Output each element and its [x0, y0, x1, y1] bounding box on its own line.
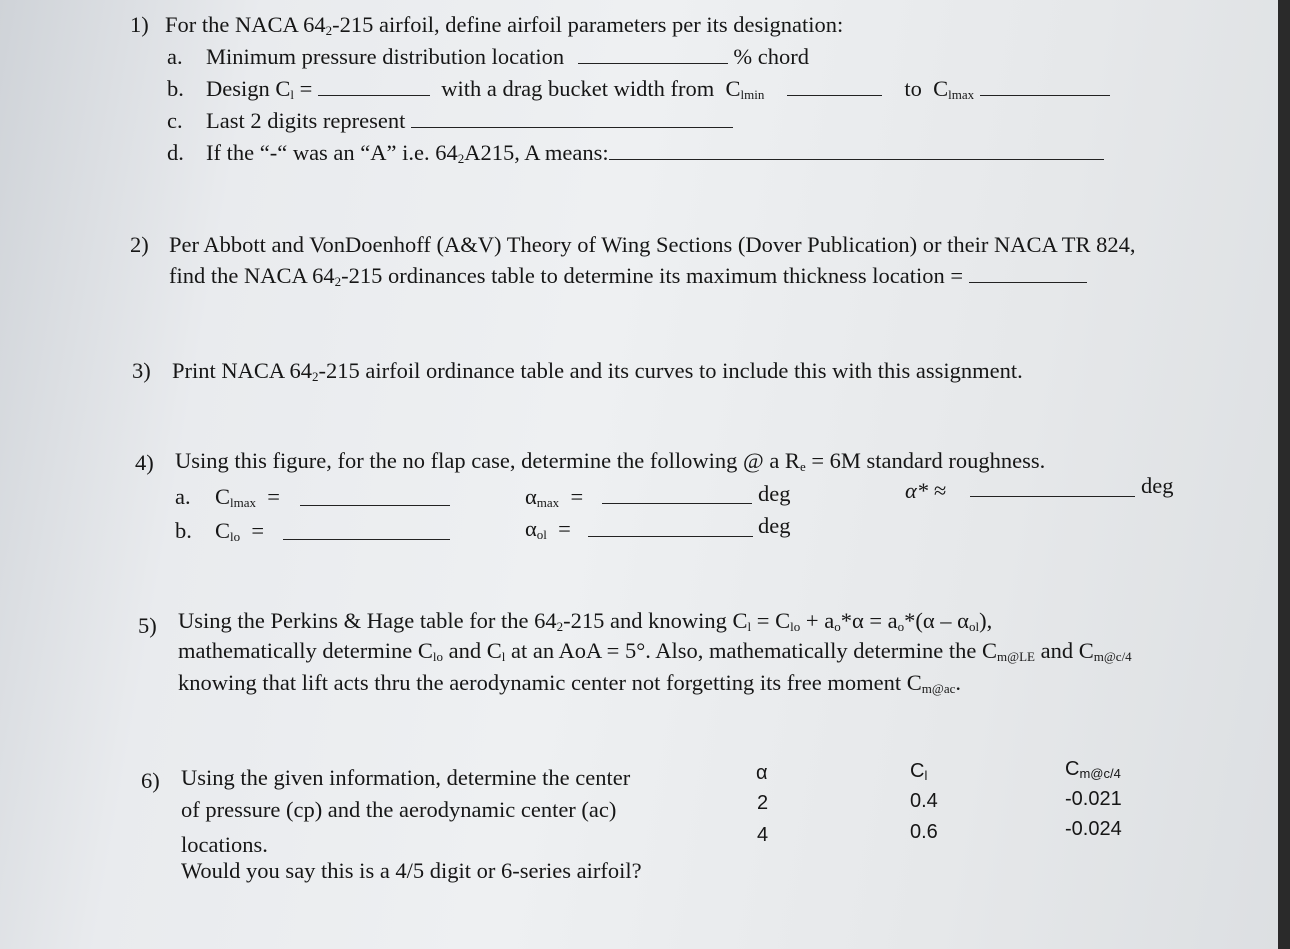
q4b-clo: Clo =	[215, 518, 265, 544]
q6-row-2-cl: 0.6	[910, 821, 938, 843]
q2-line-2: find the NACA 642-215 ordinances table to determine its maximum thickness location =	[169, 265, 1087, 288]
q6-header-cl: Cl	[910, 760, 928, 783]
q5-number: 5)	[138, 613, 157, 638]
page-edge-shadow	[1278, 0, 1290, 949]
q4b-clo-line[interactable]	[283, 539, 450, 540]
q6-line-2: of pressure (cp) and the aerodynamic center (ac)	[181, 797, 617, 822]
q4a-clmax: Clmax =	[215, 484, 280, 510]
q4b-aol: αol =	[525, 516, 571, 542]
q1d-label: d.	[167, 140, 184, 165]
q6-line-3: locations.	[181, 832, 268, 857]
q1b-label: b.	[167, 76, 184, 101]
q4-prompt: Using this figure, for the no flap case, determine the following @ a Re = 6M standard roughness.	[175, 448, 1046, 474]
q6-row-1-cl: 0.4	[910, 790, 938, 812]
q4b-deg: deg	[758, 513, 791, 538]
q1b-clmin-line[interactable]	[787, 95, 882, 96]
q6-header-alpha: α	[756, 762, 768, 784]
q6-row-1-alpha: 2	[757, 792, 769, 814]
q6-row-2-cm: -0.024	[1065, 818, 1122, 840]
q1a-text: Minimum pressure distribution location % chord	[206, 44, 809, 69]
q2-answer-line[interactable]	[969, 282, 1087, 283]
q1b-design-cl-line[interactable]	[318, 95, 430, 96]
q1c-label: c.	[167, 108, 183, 133]
q4a-astar: α* ≈	[905, 478, 947, 503]
q6-line-4: Would you say this is a 4/5 digit or 6-series airfoil?	[181, 858, 642, 883]
q6-line-1: Using the given information, determine the center	[181, 765, 631, 790]
q4b-aol-line[interactable]	[588, 536, 753, 537]
q6-number: 6)	[141, 768, 160, 793]
q1a-answer-line[interactable]	[578, 63, 728, 64]
q5-line-3: knowing that lift acts thru the aerodynamic center not forgetting its free moment Cm@ac.	[178, 670, 962, 696]
q5-line-2: mathematically determine Clo and Cl at an AoA = 5°. Also, mathematically determine the Cm@LE and Cm@c/4	[178, 638, 1132, 664]
q1b-text: Design Cl = with a drag bucket width from Clmin to Clmax	[206, 78, 1110, 101]
q1-number: 1)	[130, 12, 149, 37]
q4a-amax-line[interactable]	[602, 503, 752, 504]
q2-line-1: Per Abbott and VonDoenhoff (A&V) Theory of Wing Sections (Dover Publication) or their NACA TR 824,	[169, 232, 1136, 257]
q4a-amax: αmax =	[525, 484, 584, 510]
q5-line-1: Using the Perkins & Hage table for the 642-215 and knowing Cl = Clo + ao*α = ao*(α – αol),	[178, 608, 993, 634]
q6-row-1-cm: -0.021	[1065, 788, 1122, 810]
q1c-text: Last 2 digits represent	[206, 110, 733, 133]
q4b-label: b.	[175, 518, 192, 543]
q4a-astar-line[interactable]	[970, 496, 1135, 497]
q4a-deg-2: deg	[1141, 473, 1174, 498]
q1-prompt: For the NACA 642-215 airfoil, define airfoil parameters per its designation:	[165, 12, 844, 38]
q1d-text: If the “-“ was an “A” i.e. 642A215, A means:	[206, 142, 1104, 165]
q1a-label: a.	[167, 44, 183, 69]
q3-number: 3)	[132, 358, 151, 383]
q4a-label: a.	[175, 484, 191, 509]
q6-header-cm: Cm@c/4	[1065, 758, 1121, 781]
q4a-clmax-line[interactable]	[300, 505, 450, 506]
q3-text: Print NACA 642-215 airfoil ordinance table and its curves to include this with this assignment.	[172, 358, 1023, 384]
q4a-deg-1: deg	[758, 481, 791, 506]
q2-number: 2)	[130, 232, 149, 257]
q1d-answer-line[interactable]	[609, 159, 1104, 160]
q6-row-2-alpha: 4	[757, 824, 769, 846]
q1c-answer-line[interactable]	[411, 127, 733, 128]
q4-number: 4)	[135, 450, 154, 475]
q1b-clmax-line[interactable]	[980, 95, 1110, 96]
